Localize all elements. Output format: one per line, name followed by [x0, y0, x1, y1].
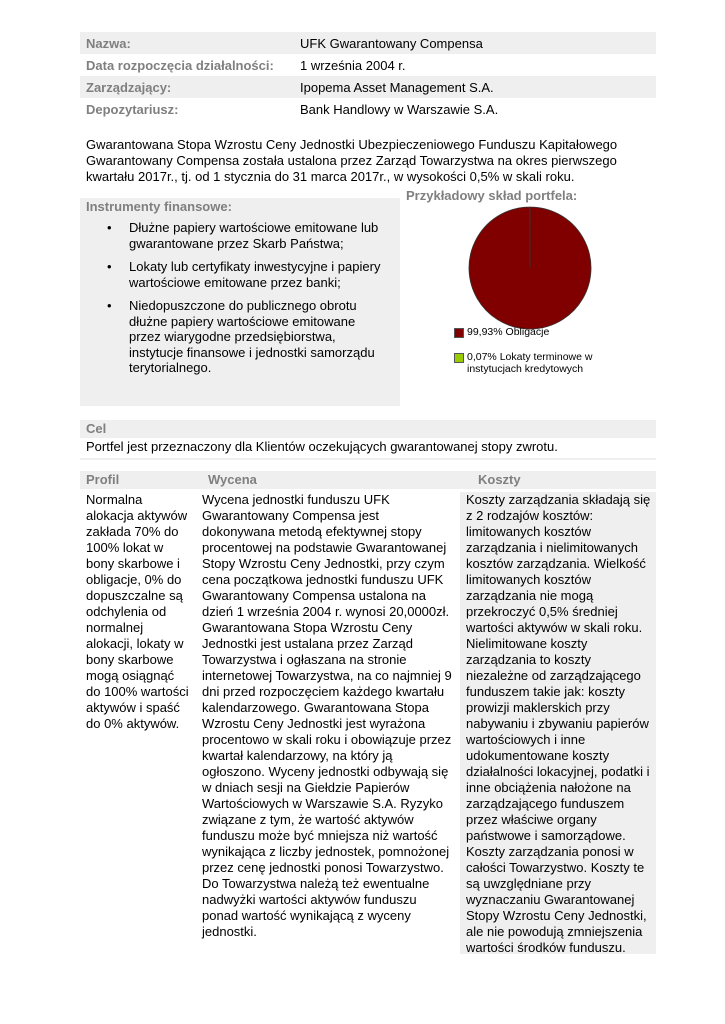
details-header — [80, 471, 656, 489]
bullet-icon: • — [107, 259, 112, 274]
instruments-title: Instrumenty finansowe: — [86, 199, 232, 214]
legend-swatch — [454, 353, 464, 363]
info-value: UFK Gwarantowany Compensa — [300, 35, 483, 51]
info-row-manager — [80, 76, 656, 98]
costs-text: Koszty zarządzania składają się z 2 rodzajów kosztów: limitowanych kosztów zarządzania i nielimitowanych kosztów zarządzania. Wielkość limitowanych kosztów zarządzania nie mogą przekroczyć 0,5% średniej wartości aktywów w skali roku. Nielimitowane koszty zarządzania to koszty niezależne od zarządzającego funduszem takie jak: koszty prowizji maklerskich przy nabywaniu i zbywaniu papierów wartościowych i inne udokumentowane koszty działalności lokacyjnej, podatki i inne obciążenia nałożone na zarządzającego funduszem przez właściwe organy państwowe i samorządowe. Koszty zarządzania ponosi w całości Towarzystwo. Koszty te są uwzględniane przy wyznaczaniu Gwarantowanej Stopy Wzrostu Ceny Jednostki, ale nie powodują zmniejszenia wartości środków funduszu. — [460, 492, 656, 954]
info-value: Ipopema Asset Management S.A. — [300, 79, 494, 95]
goal-title: Cel — [80, 420, 656, 438]
bullet-icon: • — [107, 298, 112, 313]
info-row-depositary — [80, 98, 656, 120]
info-value: 1 września 2004 r. — [300, 57, 406, 73]
valuation-title: Wycena — [208, 472, 257, 487]
intro-paragraph: Gwarantowana Stopa Wzrostu Ceny Jednostki Ubezpieczeniowego Funduszu Kapitałowego Gwarantowany Compensa została ustalona przez Zarząd Towarzystwa na okres pierwszego kwartału 2017r., tj. od 1 stycznia do 31 marca 2017r., w wysokości 0,5% w skali roku. — [86, 137, 618, 184]
details-body — [80, 492, 656, 954]
bullet-icon: • — [107, 220, 112, 235]
list-item-text: Lokaty lub certyfikaty inwestycyjne i papiery wartościowe emitowane przez banki; — [129, 259, 381, 290]
info-label: Depozytariusz: — [86, 101, 179, 117]
legend-label: 0,07% Lokaty terminowe w instytucjach kredytowych — [467, 351, 593, 375]
info-table — [80, 32, 656, 120]
list-item-text: Niedopuszczone do publicznego obrotu dłużne papiery wartościowe emitowane przez wiarygodne przedsiębiorstwa, instytucje finansowe i jednostki samorządu terytorialnego. — [129, 298, 375, 375]
profile-text: Normalna alokacja aktywów zakłada 70% do 100% lokat w bony skarbowe i obligacje, 0% do dopuszczalne są odchylenia od normalnej alokacji, lokaty w bony skarbowe mogą osiągnąć do 100% wartości aktywów i spaść do 0% aktywów. — [86, 492, 189, 731]
list-item — [80, 298, 400, 376]
instruments-portfolio-section — [80, 188, 656, 414]
fund-document — [80, 32, 656, 954]
instruments-list — [80, 220, 400, 376]
legend-item-bonds — [454, 326, 549, 338]
list-item — [80, 220, 400, 251]
info-value: Bank Handlowy w Warszawie S.A. — [300, 101, 499, 117]
legend-label: 99,93% Obligacje — [467, 326, 550, 338]
info-row-start-date — [80, 54, 656, 76]
costs-title: Koszty — [478, 472, 521, 487]
portfolio-chart — [406, 188, 656, 414]
profile-title: Profil — [86, 472, 120, 487]
valuation-text: Wycena jednostki funduszu UFK Gwarantowany Compensa jest dokonywana metodą efektywnej stopy procentowej na podstawie Gwarantowanej Stopy Wzrostu Ceny Jednostki, przy czym cena początkowa jednostki funduszu UFK Gwarantowany Compensa ustalona na dzień 1 września 2004 r. wynosi 20,0000zł. Gwarantowana Stopa Wzrostu Ceny Jednostki jest ustalana przez Zarząd Towarzystwa i ogłaszana na stronie internetowej Towarzystwa, na co najmniej 9 dni przed rozpoczęciem każdego kwartału kalendarzowego. Gwarantowana Stopa Wzrostu Ceny Jednostki jest wyrażona procentowo w skali roku i obowiązuje przez kwartał kalendarzowy, na który ją ogłoszono. Wyceny jednostki odbywają się w dniach sesji na Giełdzie Papierów Wartościowych w Warszawie S.A. Ryzyko związane z tym, że wartość aktywów funduszu może być mniejsza niż wartość wynikająca z liczby jednostek, pomnożonej przez cenę jednostki ponosi Towarzystwo. Do Towarzystwa należą też ewentualne nadwyżki wartości aktywów funduszu ponad wartość wynikającą z wyceny jednostki. — [202, 492, 452, 939]
info-label: Nazwa: — [86, 35, 131, 51]
portfolio-title: Przykładowy skład portfela: — [406, 188, 578, 203]
info-label: Data rozpoczęcia działalności: — [86, 57, 274, 73]
list-item-text: Dłużne papiery wartościowe emitowane lub gwarantowane przez Skarb Państwa; — [129, 220, 379, 251]
goal-text: Portfel jest przeznaczony dla Klientów oczekujących gwarantowanej stopy zwrotu. — [80, 438, 656, 460]
instruments-box — [80, 198, 400, 406]
goal-section — [80, 420, 656, 460]
legend-item-deposits — [454, 351, 614, 375]
pie-chart — [406, 204, 656, 344]
info-label: Zarządzający: — [86, 79, 172, 95]
legend-swatch — [454, 328, 464, 338]
list-item — [80, 259, 400, 290]
info-row-name — [80, 32, 656, 54]
